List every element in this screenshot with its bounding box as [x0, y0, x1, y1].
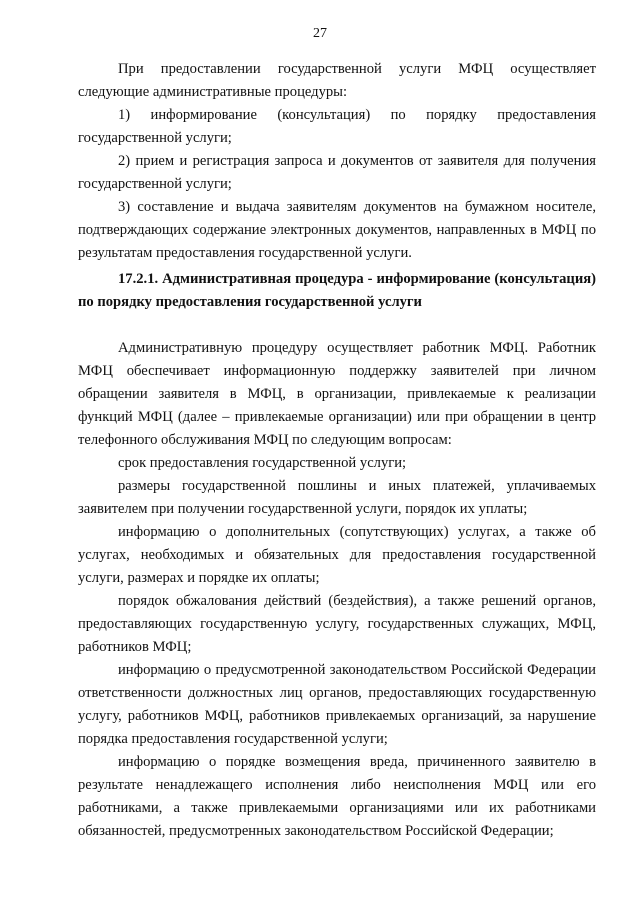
- paragraph-item-3: 3) составление и выдача заявителям документов на бумажном носителе, подтверждающих содержание электронных документов, направленных в МФЦ по результатам предоставления государственной услуги.: [78, 199, 596, 261]
- paragraph-fees: размеры государственной пошлины и иных платежей, уплачиваемых заявителем при получении государственной услуги, порядок их уплаты;: [78, 478, 596, 517]
- paragraph-responsibility: информацию о предусмотренной законодательством Российской Федерации ответственности должностных лиц органов, предоставляющих государственную услугу, работников МФЦ, работников привлекаемых организаций, за нарушение порядка предоставления государственной услуги;: [78, 662, 596, 747]
- document-body: [78, 58, 596, 843]
- paragraph-additional-services: информацию о дополнительных (сопутствующих) услугах, а также об услугах, необходимых и обязательных для предоставления государственной услуги, размерах и порядке их оплаты;: [78, 524, 596, 586]
- paragraph-item-2: 2) прием и регистрация запроса и документов от заявителя для получения государственной услуги;: [78, 153, 596, 192]
- section-heading: 17.2.1. Административная процедура - информирование (консультация) по порядку предоставления государственной услуги: [78, 271, 596, 310]
- paragraph-item-1: 1) информирование (консультация) по порядку предоставления государственной услуги;: [78, 107, 596, 146]
- paragraph-appeal: порядок обжалования действий (бездействия), а также решений органов, предоставляющих государственную услугу, государственных служащих, МФЦ, работников МФЦ;: [78, 593, 596, 655]
- paragraph-term: срок предоставления государственной услуги;: [118, 455, 407, 471]
- paragraph-intro: При предоставлении государственной услуги МФЦ осуществляет следующие административные процедуры:: [78, 61, 596, 100]
- paragraph-compensation: информацию о порядке возмещения вреда, причиненного заявителю в результате ненадлежащего исполнения либо неисполнения МФЦ или его работниками, а также привлекаемыми организациями или их работниками обязанностей, предусмотренных законодательством Российской Федерации;: [78, 754, 596, 839]
- page-number: 27: [313, 26, 327, 41]
- paragraph-procedure: Административную процедуру осуществляет работник МФЦ. Работник МФЦ обеспечивает информационную поддержку заявителей при личном обращении заявителя в МФЦ, в организации, привлекаемые к реализации функций МФЦ (далее – привлекаемые организации) или при обращении в центр телефонного обслуживания МФЦ по следующим вопросам:: [78, 340, 596, 448]
